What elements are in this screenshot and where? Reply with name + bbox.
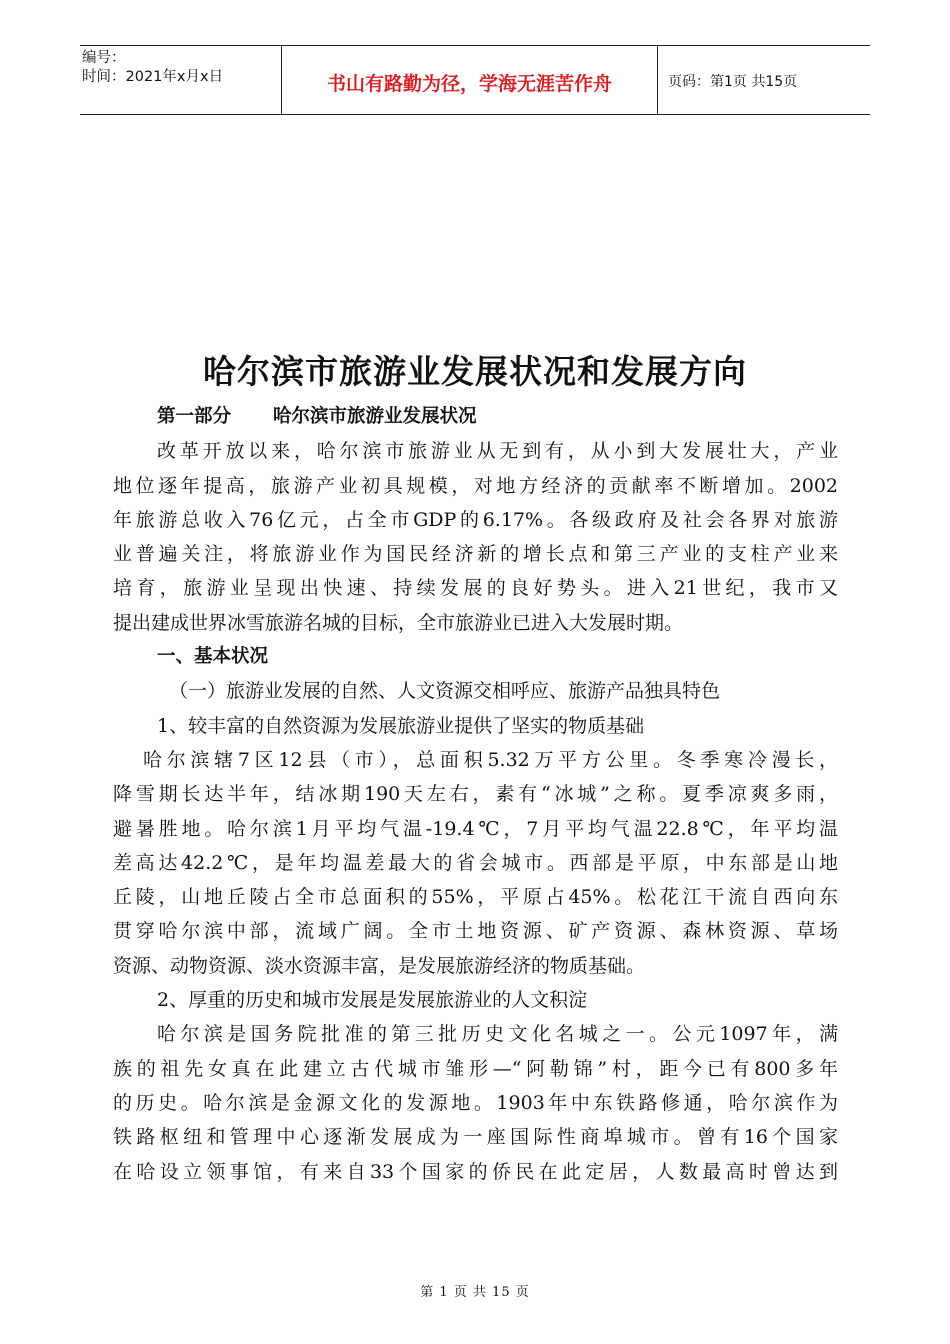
time-label: 时间：2021年x月x日 (82, 69, 224, 85)
subsection-heading: （一）旅游业发展的自然、人文资源交相呼应、旅游产品独具特色 (169, 680, 721, 703)
paragraph-line: 贯穿哈尔滨中部，流域广阔。全市土地资源、矿产资源、森林资源、草场 (113, 920, 838, 943)
part-title: 哈尔滨市旅游业发展状况 (273, 406, 477, 427)
paragraph-line: 资源、动物资源、淡水资源丰富，是发展旅游经济的物质基础。 (113, 954, 646, 977)
paragraph-line: 丘陵，山地丘陵占全市总面积的55%，平原占45%。松花江干流自西向东 (113, 886, 838, 909)
section-heading: 一、基本状况 (157, 646, 269, 668)
page-header (80, 45, 870, 115)
header-page-label: 页码：第1页 共15页 (668, 74, 798, 90)
page-footer: 第 1 页 共 15 页 (420, 1285, 530, 1300)
item-heading: 1、较丰富的自然资源为发展旅游业提供了坚实的物质基础 (157, 714, 645, 737)
paragraph-line: 差高达42.2℃，是年均温差最大的省会城市。西部是平原，中东部是山地 (113, 851, 838, 874)
paragraph-line: 提出建成世界冰雪旅游名城的目标，全市旅游业已进入大发展时期。 (113, 611, 684, 634)
paragraph-line: 族的祖先女真在此建立古代城市雏形—“阿勒锦”村，距今已有800多年 (113, 1057, 838, 1080)
paragraph-line: 年旅游总收入76亿元，占全市GDP的6.17%。各级政府及社会各界对旅游 (113, 508, 838, 531)
paragraph-line: 在哈设立领事馆，有来自33个国家的侨民在此定居，人数最高时曾达到 (113, 1160, 838, 1183)
paragraph-line (113, 743, 838, 777)
paragraph-line: 降雪期长达半年，结冰期190天左右，素有“冰城”之称。夏季凉爽多雨， (113, 783, 838, 806)
part-label: 第一部分 (157, 406, 232, 427)
paragraph-line: 避暑胜地。哈尔滨1月平均气温-19.4℃，7月平均气温22.8℃，年平均温 (113, 817, 838, 840)
paragraph-line: 培育，旅游业呈现出快速、持续发展的良好势头。进入21世纪，我市又 (113, 577, 838, 600)
paragraph-text: 辖7区12县（市），总面积5.32万平方公里。冬季寒冷漫长， (214, 748, 838, 771)
header-meta (80, 46, 282, 114)
document-body (113, 400, 838, 1189)
number-label: 编号： (82, 50, 126, 66)
paragraph-line: 铁路枢纽和管理中心逐渐发展成为一座国际性商埠城市。曾有16个国家 (113, 1126, 838, 1149)
item-heading: 2、厚重的历史和城市发展是发展旅游业的人文积淀 (157, 989, 588, 1012)
part-heading (113, 400, 838, 434)
header-motto: 书山有路勤为径，学海无涯苦作舟 (282, 46, 658, 114)
lead-word: 哈尔滨 (143, 748, 215, 771)
paragraph-line: 哈尔滨是国务院批准的第三批历史文化名城之一。公元1097年，满 (157, 1023, 838, 1046)
paragraph-line: 的历史。哈尔滨是金源文化的发源地。1903年中东铁路修通，哈尔滨作为 (113, 1091, 838, 1114)
paragraph-line: 地位逐年提高，旅游产业初具规模，对地方经济的贡献率不断增加。2002 (113, 474, 838, 497)
paragraph-line: 业普遍关注，将旅游业作为国民经济新的增长点和第三产业的支柱产业来 (113, 543, 838, 566)
document-title: 哈尔滨市旅游业发展状况和发展方向 (203, 352, 747, 391)
paragraph-line: 改革开放以来，哈尔滨市旅游业从无到有，从小到大发展壮大，产业 (157, 440, 838, 463)
